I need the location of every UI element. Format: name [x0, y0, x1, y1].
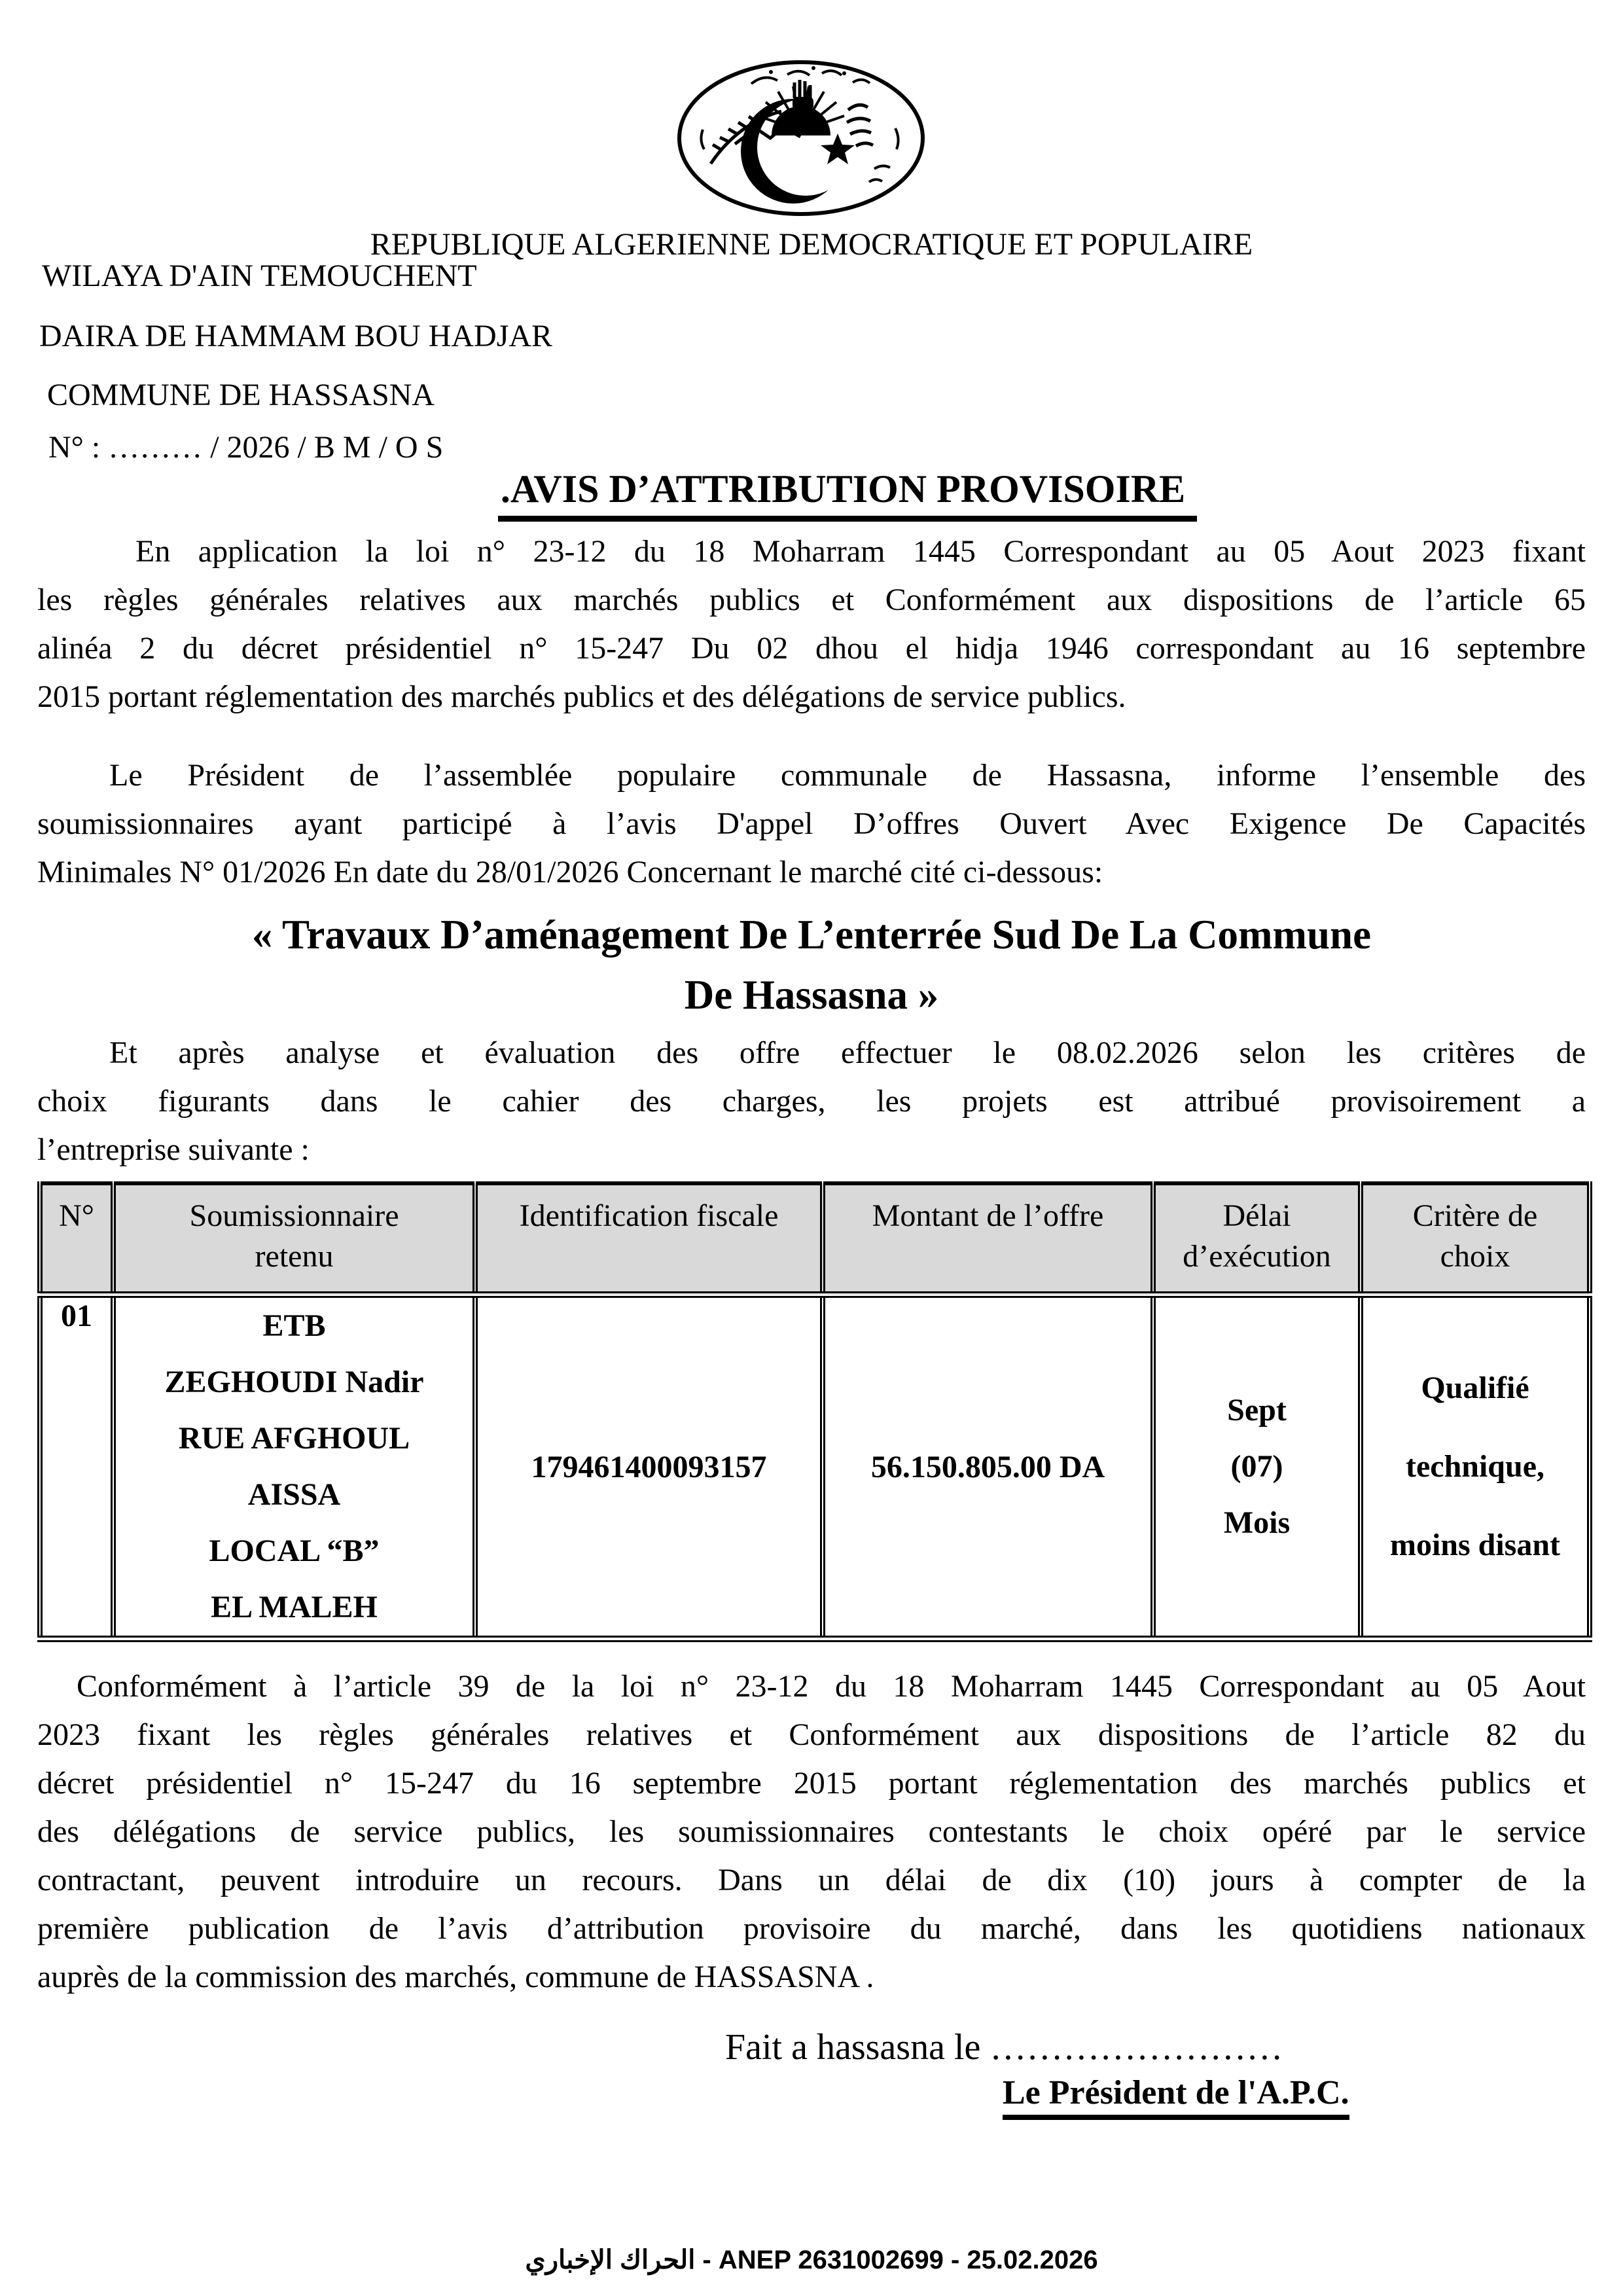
paragraph-line: première publication de l’avis d’attribution provisoire du marché, dans les quotidiens nationaux [37, 1911, 1586, 1946]
anep-footer: الحراك الإخباري - ANEP 2631002699 - 25.02.2026 [525, 2246, 1098, 2274]
algeria-national-emblem-icon [673, 58, 929, 220]
paragraph-line: des délégations de service publics, les soumissionnaires contestants le choix opéré par le service [37, 1814, 1586, 1849]
paragraph-line: soumissionnaires ayant participé à l’avis D'appel D’offres Ouvert Avec Exigence De Capacités [37, 806, 1586, 841]
market-title [0, 905, 1623, 1025]
paragraph-evaluation [37, 1029, 1586, 1174]
cell-identification: 179461400093157 [475, 1295, 823, 1639]
col-header-identification: Identification fiscale [475, 1183, 823, 1295]
paragraph-announcement [37, 751, 1586, 897]
market-title-line1: « Travaux D’aménagement De L’enterrée Sud De La Commune [251, 912, 1372, 958]
paragraph-line: En application la loi n° 23-12 du 18 Moharram 1445 Correspondant au 05 Aout 2023 fixant [135, 534, 1586, 569]
cell-critere: Qualifié technique, moins disant [1361, 1295, 1590, 1639]
paragraph-line: alinéa 2 du décret présidentiel n° 15-247 Du 02 dhou el hidja 1946 correspondant au 16 septembre [37, 631, 1586, 666]
notice-title-row [36, 466, 1623, 522]
paragraph-line: 2023 fixant les règles générales relatives et Conformément aux dispositions de l’article 82 du [37, 1717, 1586, 1752]
paragraph-line: Conformément à l’article 39 de la loi n° 23-12 du 18 Moharram 1445 Correspondant au 05 Aout [77, 1669, 1586, 1704]
cell-delai: Sept (07) Mois [1153, 1295, 1361, 1639]
award-table [37, 1181, 1592, 1642]
paragraph-recourse [37, 1662, 1586, 2001]
daira-line: DAIRA DE HAMMAM BOU HADJAR [39, 319, 553, 353]
notice-title: .AVIS D’ATTRIBUTION PROVISOIRE [498, 466, 1197, 522]
paragraph-line: auprès de la commission des marchés, commune de HASSASNA . [37, 1960, 874, 1994]
award-table-container [37, 1181, 1592, 1642]
republic-heading: REPUBLIQUE ALGERIENNE DEMOCRATIQUE ET POPULAIRE [370, 227, 1253, 262]
table-header-row [40, 1183, 1590, 1295]
cell-num: 01 [40, 1295, 113, 1639]
commune-line: COMMUNE DE HASSASNA [47, 378, 435, 412]
paragraph-line: Le Président de l’assemblée populaire communale de Hassasna, informe l’ensemble des [109, 758, 1586, 793]
cell-soumissionnaire: ETB ZEGHOUDI Nadir RUE AFGHOUL AISSA LOCAL “B” EL MALEH [113, 1295, 475, 1639]
paragraph-legal-basis [37, 528, 1586, 721]
cell-montant: 56.150.805.00 DA [823, 1295, 1153, 1639]
col-header-num: N° [40, 1183, 113, 1295]
paragraph-line: Et après analyse et évaluation des offre effectuer le 08.02.2026 selon les critères de [109, 1035, 1586, 1070]
col-header-montant: Montant de l’offre [823, 1183, 1153, 1295]
market-title-line2: De Hassasna » [684, 972, 939, 1018]
signature-title: Le Président de l'A.P.C. [1003, 2073, 1349, 2120]
col-header-critere: Critère de choix [1361, 1183, 1590, 1295]
paragraph-line: 2015 portant réglementation des marchés publics et des délégations de service publics. [37, 679, 1126, 714]
col-header-delai: Délai d’exécution [1153, 1183, 1361, 1295]
signature-place-date: Fait a hassasna le …………………… [725, 2027, 1283, 2068]
wilaya-line: WILAYA D'AIN TEMOUCHENT [42, 259, 477, 293]
paragraph-line: Minimales N° 01/2026 En date du 28/01/2026 Concernant le marché cité ci-dessous: [37, 855, 1103, 889]
paragraph-line: les règles générales relatives aux marchés publics et Conformément aux dispositions de l’article 65 [37, 583, 1586, 617]
paragraph-line: choix figurants dans le cahier des charges, les projets est attribué provisoirement a [37, 1084, 1586, 1119]
table-row [40, 1295, 1590, 1639]
paragraph-line: l’entreprise suivante : [37, 1132, 310, 1167]
paragraph-line: décret présidentiel n° 15-247 du 16 septembre 2015 portant réglementation des marchés publics et [37, 1766, 1586, 1801]
reference-number-line: N° : ……… / 2026 / B M / O S [48, 430, 444, 465]
col-header-soumissionnaire: Soumissionnaire retenu [113, 1183, 475, 1295]
paragraph-line: contractant, peuvent introduire un recours. Dans un délai de dix (10) jours à compter de la [37, 1863, 1586, 1897]
